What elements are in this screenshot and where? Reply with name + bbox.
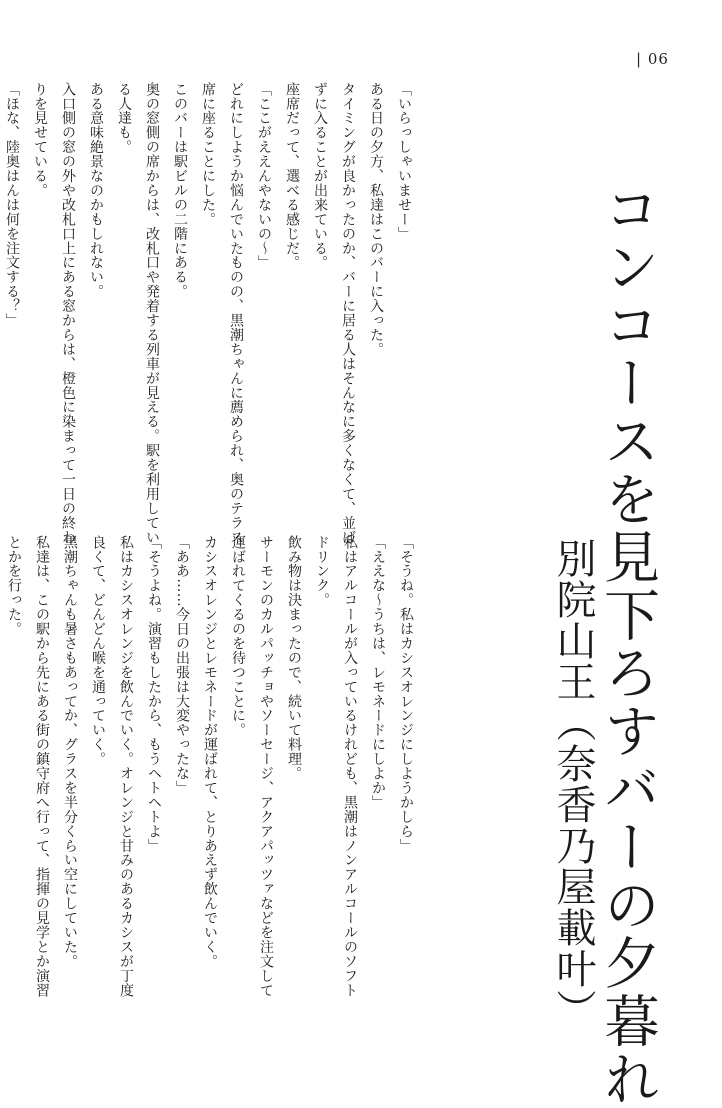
text-line: る人達も。 bbox=[116, 82, 132, 155]
text-line: ある日の夕方、私達はこのバーに入った。 bbox=[368, 82, 384, 357]
text-line: 「そうね。私はカシスオレンジにしようかしら」 bbox=[398, 535, 414, 853]
text-line: 座席だって、選べる感じだ。 bbox=[284, 82, 300, 270]
text-line: 運ばれてくるのを待つことに。 bbox=[230, 535, 246, 738]
text-line: カシスオレンジとレモネードが運ばれて、とりあえず飲んでいく。 bbox=[202, 535, 218, 969]
story-title: コンコースを見下ろすバーの夕暮れ bbox=[595, 180, 660, 1108]
text-line: 「ほな、陸奥はんは何を注文する？」 bbox=[4, 82, 20, 328]
text-line: ある意味絶景なのかもしれない。 bbox=[88, 82, 104, 299]
text-line: 黒潮ちゃんも暑さもあってか、グラスを半分くらい空にしていた。 bbox=[62, 535, 78, 969]
text-line: りを見せている。 bbox=[32, 82, 48, 198]
text-line: 席に座ることにした。 bbox=[200, 82, 216, 227]
text-line: 「いらっしゃいませー」 bbox=[396, 82, 412, 241]
text-line: 「ああ……今日の出張は大変やったな」 bbox=[174, 535, 190, 796]
text-column-lower bbox=[6, 535, 420, 998]
page-number: | 06 bbox=[636, 50, 669, 68]
text-line: サーモンのカルパッチョやソーセージ、アクアパッツァなどを注文して bbox=[258, 535, 274, 998]
text-line: このバーは駅ビルの二階にある。 bbox=[172, 82, 188, 299]
text-column-upper bbox=[4, 82, 418, 545]
text-line: 良くて、どんどん喉を通っていく。 bbox=[90, 535, 106, 767]
text-line: 「ここがええんやないの〜」 bbox=[256, 82, 272, 270]
text-line: 奥の窓側の席からは、改札口や発着する列車が見える。駅を利用してい bbox=[144, 82, 160, 545]
author-name: 別院山王（奈香乃屋載叶） bbox=[550, 538, 596, 1030]
text-line: 入口側の窓の外や改札口上にある窓からは、橙色に染まって一日の終わ bbox=[60, 82, 76, 545]
text-line: ずに入ることが出来ている。 bbox=[312, 82, 328, 270]
text-line: ドリンク。 bbox=[314, 535, 330, 608]
text-line: 飲み物は決まったので、続いて料理。 bbox=[286, 535, 302, 781]
text-line: どれにしようか悩んでいたものの、黒潮ちゃんに薦められ、奥のテラス bbox=[228, 82, 244, 545]
text-line: 私はカシスオレンジを飲んでいく。オレンジと甘みのあるカシスが丁度 bbox=[118, 535, 134, 998]
text-line: 私はアルコールが入っているけれども、黒潮はノンアルコールのソフト bbox=[342, 535, 358, 998]
text-line: とかを行った。 bbox=[6, 535, 22, 637]
text-line: 「ええな〜うちは、レモネードにしよか」 bbox=[370, 535, 386, 810]
text-line: タイミングが良かったのか、バーに居る人はそんなに多くなくて、並ば bbox=[340, 82, 356, 545]
text-line: 私達は、この駅から先にある街の鎮守府へ行って、指揮の見学とか演習 bbox=[34, 535, 50, 998]
text-line: 「そうよね。演習もしたから、もうヘトヘトよ」 bbox=[146, 535, 162, 853]
